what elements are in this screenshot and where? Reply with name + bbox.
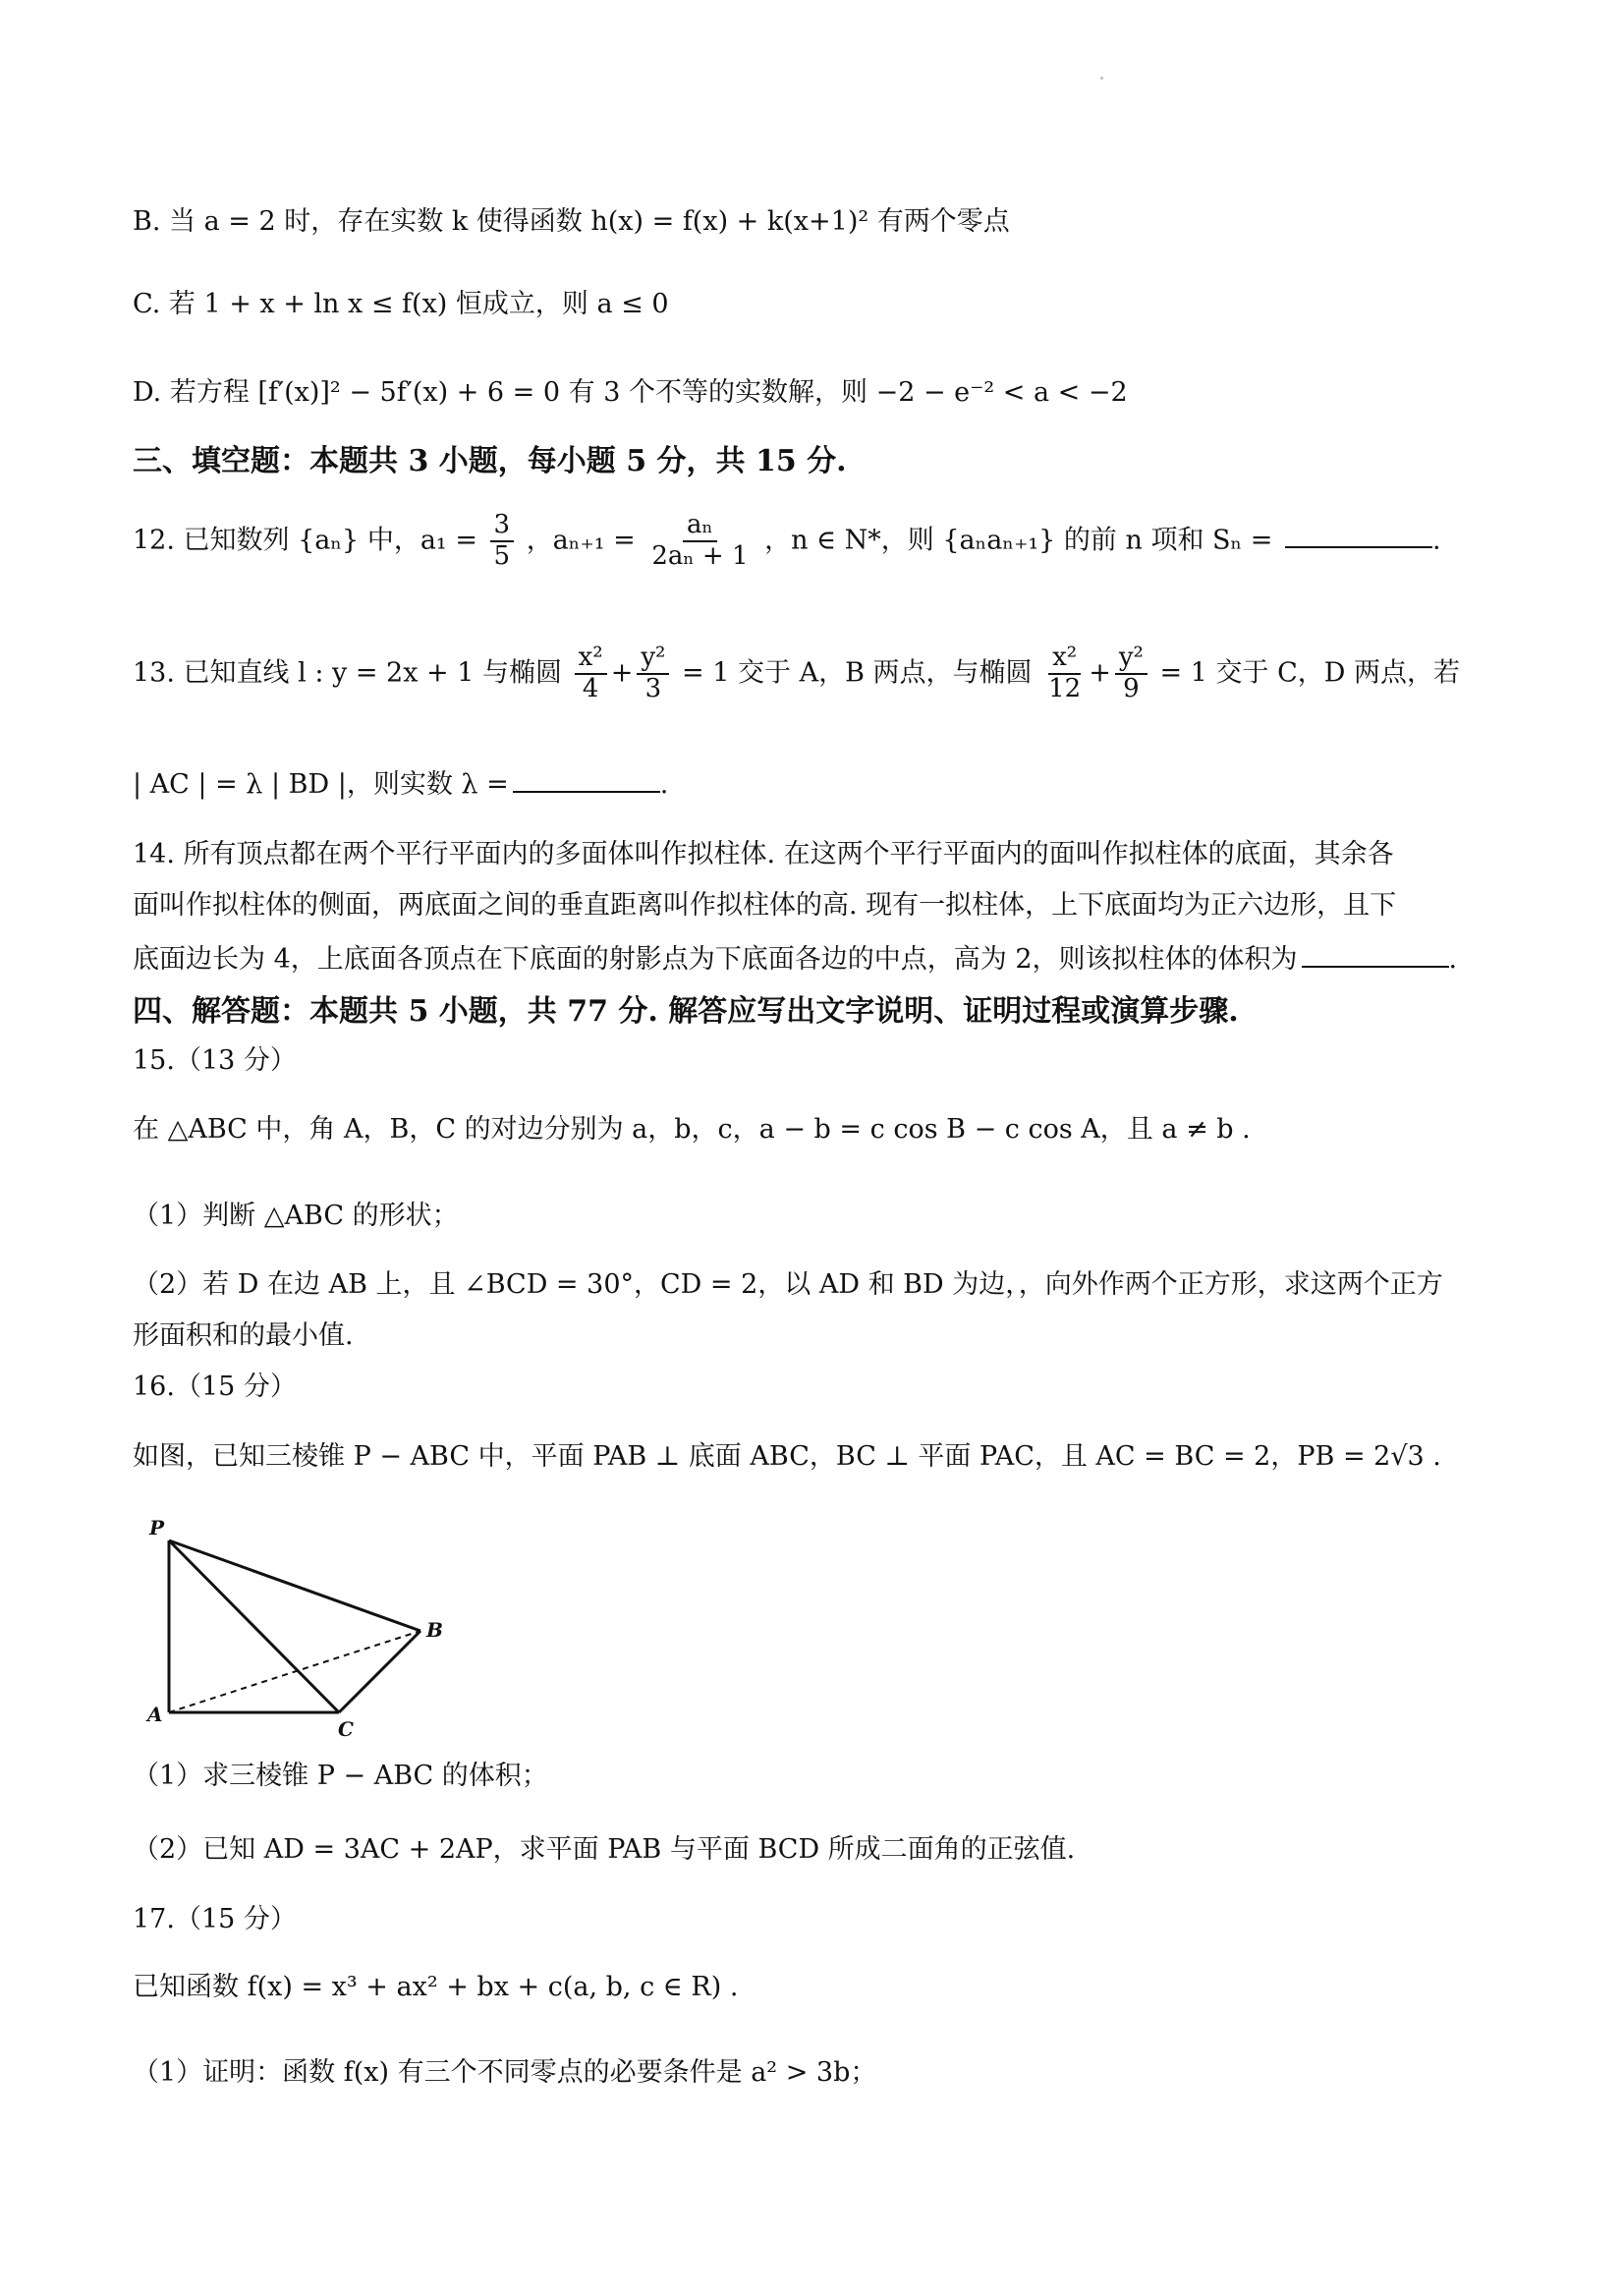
q15-part1: （1）判断 △ABC 的形状； xyxy=(133,1201,459,1231)
q15-head: 15.（13 分） xyxy=(133,1045,297,1076)
q16-part2: （2）已知 AD = 3AC + 2AP，求平面 PAB 与平面 BCD 所成二面角的正弦值. xyxy=(133,1834,1076,1865)
q13-line2: | AC | = λ | BD |，则实数 λ = . xyxy=(133,764,1525,802)
label-B: B xyxy=(426,1618,443,1642)
q12: 12. 已知数列 {aₙ} 中，a₁ = $\frac{3}{5}$ ，aₙ₊₁ = $\frac{\text{aₙ}}{\text{2aₙ + 1}}$ ，n ∈ N*，则 {aₙaₙ₊₁} 的前 n 项和 Sₙ = . xyxy=(133,510,1441,571)
answer-blank xyxy=(1302,939,1449,968)
q15-stem: 在 △ABC 中，角 A，B，C 的对边分别为 a，b，c，a − b = c cos B − c cos A，且 a ≠ b . xyxy=(133,1114,1251,1145)
answer-blank xyxy=(513,764,660,793)
q12-text-c: ，n ∈ N*，则 {aₙaₙ₊₁} 的前 n 项和 Sₙ = xyxy=(764,525,1273,556)
q16-head: 16.（15 分） xyxy=(133,1372,297,1402)
q12-text-b: ，aₙ₊₁ = xyxy=(526,525,636,556)
ellipse2-y-term: $\frac{\text{y²}}{9}$ xyxy=(1115,644,1147,704)
edge-PB xyxy=(169,1540,420,1631)
q14-line3: 底面边长为 4，上底面各顶点在下底面的射影点为下底面各边的中点，高为 2，则该拟柱体的体积为 . xyxy=(133,939,1525,977)
label-C: C xyxy=(338,1717,354,1739)
q17-head: 17.（15 分） xyxy=(133,1904,297,1934)
fraction-3-5: $\frac{3}{5}$ xyxy=(490,511,515,572)
q15-part2-b: 形面积和的最小值. xyxy=(133,1320,354,1351)
speck xyxy=(1100,77,1103,80)
q17-stem: 已知函数 f(x) = x³ + ax² + bx + c(a, b, c ∈ R) . xyxy=(133,1972,739,2002)
answer-blank xyxy=(1285,520,1432,548)
fraction-recurrence: $\frac{\text{aₙ}}{\text{2aₙ + 1}}$ xyxy=(651,510,749,571)
q11-option-b: B. 当 a = 2 时，存在实数 k 使得函数 h(x) = f(x) + k(x+1)² 有两个零点 xyxy=(133,206,1010,237)
ellipse1-x-term: $\frac{\text{x²}}{4}$ xyxy=(575,644,607,704)
q13-text-a: 13. 已知直线 l : y = 2x + 1 与椭圆 xyxy=(133,657,562,689)
q15-part2-a: （2）若 D 在边 AB 上，且 ∠BCD = 30°，CD = 2，以 AD 和 BD 为边，，向外作两个正方形，求这两个正方 xyxy=(133,1269,1443,1300)
q14-line2: 面叫作拟柱体的侧面，两底面之间的垂直距离叫作拟柱体的高. 现有一拟柱体，上下底面均为正六边形，且下 xyxy=(133,890,1397,921)
q17-part1: （1）证明：函数 f(x) 有三个不同零点的必要条件是 a² > 3b； xyxy=(133,2057,877,2088)
section3-heading: 三、填空题：本题共 3 小题，每小题 5 分，共 15 分. xyxy=(133,444,847,478)
section4-heading: 四、解答题：本题共 5 小题，共 77 分. 解答应写出文字说明、证明过程或演算步骤. xyxy=(133,994,1239,1029)
q13-text-b: = 1 交于 A，B 两点，与椭圆 xyxy=(682,657,1033,689)
q11-option-d: D. 若方程 [f′(x)]² − 5f′(x) + 6 = 0 有 3 个不等的实数解，则 −2 − e⁻² < a < −2 xyxy=(133,377,1128,408)
q11-option-c: C. 若 1 + x + ln x ≤ f(x) 恒成立，则 a ≤ 0 xyxy=(133,289,669,319)
tetrahedron-figure xyxy=(128,1513,462,1739)
label-A: A xyxy=(147,1703,163,1726)
q13: 13. 已知直线 l : y = 2x + 1 与椭圆 $\frac{\text{x²}}{4}$ + $\frac{\text{y²}}{3}$ = 1 交于 A，B 两点，与椭圆 $\frac{\text{x²}}{12}$ + $\frac{\text{y²}}{9}$ = 1 交于 C，D 两点，若 xyxy=(133,643,1460,703)
edge-AB-hidden xyxy=(169,1631,420,1712)
ellipse1-y-term: $\frac{\text{y²}}{3}$ xyxy=(637,644,669,704)
ellipse2-x-term: $\frac{\text{x²}}{12}$ xyxy=(1048,643,1082,703)
q12-text-a: 12. 已知数列 {aₙ} 中，a₁ = xyxy=(133,525,477,556)
edge-PC xyxy=(169,1540,339,1712)
q14-line1: 14. 所有顶点都在两个平行平面内的多面体叫作拟柱体. 在这两个平行平面内的面叫作拟柱体的底面，其余各 xyxy=(133,839,1394,869)
q16-stem: 如图，已知三棱锥 P − ABC 中，平面 PAB ⊥ 底面 ABC，BC ⊥ 平面 PAC，且 AC = BC = 2，PB = 2√3 . xyxy=(133,1441,1441,1472)
label-P: P xyxy=(149,1516,165,1540)
q16-part1: （1）求三棱锥 P − ABC 的体积； xyxy=(133,1761,548,1791)
q13-text-c: = 1 交于 C，D 两点，若 xyxy=(1159,657,1460,689)
